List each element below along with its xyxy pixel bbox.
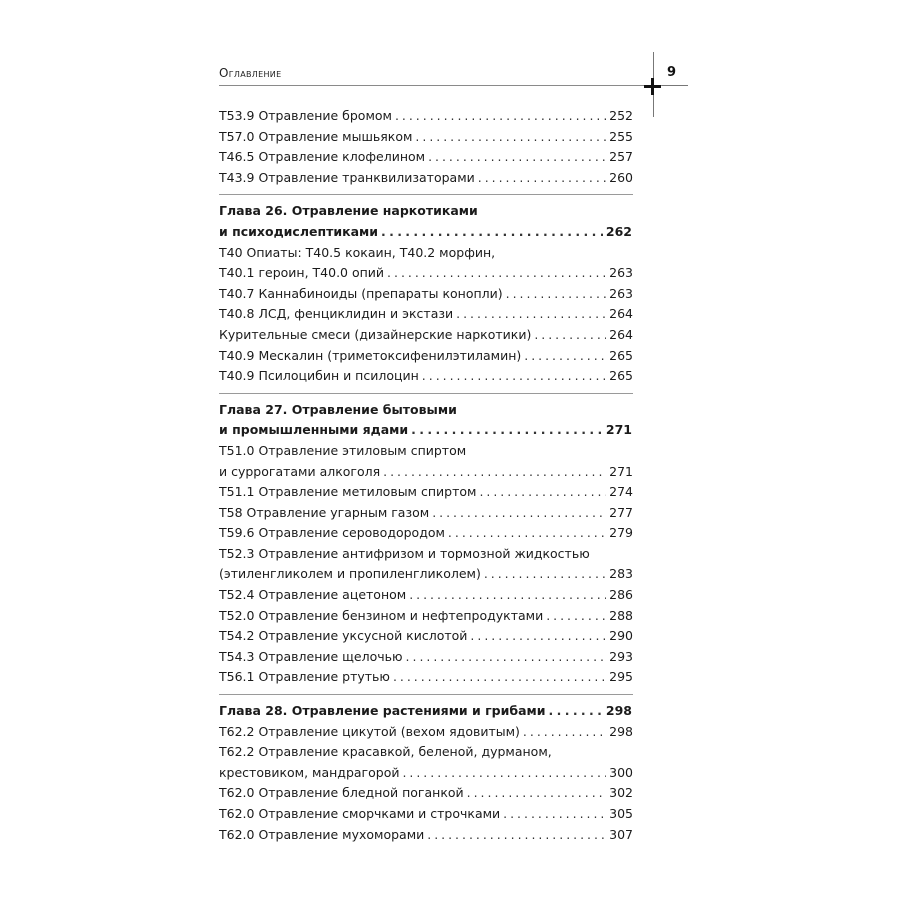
entry-page-number: 255 — [609, 128, 633, 144]
dot-leader — [428, 147, 606, 168]
entry-page-number: 298 — [609, 723, 633, 739]
entry-page-number: 263 — [609, 265, 633, 281]
toc-entry — [219, 742, 633, 763]
dot-leader — [406, 647, 607, 668]
toc-entry — [219, 106, 633, 127]
toc-entry — [219, 564, 633, 585]
entry-text: Глава 28. Отравление растениями и грибами — [219, 703, 546, 719]
chapter-title-line — [219, 400, 633, 421]
entry-text: T40.7 Каннабиноиды (препараты конопли) — [219, 285, 503, 301]
toc-entry — [219, 366, 633, 387]
dot-leader — [523, 722, 606, 743]
toc-entry — [219, 127, 633, 148]
entry-page-number: 300 — [609, 764, 633, 780]
toc-entry — [219, 667, 633, 688]
entry-text: T52.4 Отравление ацетоном — [219, 587, 407, 603]
toc-entry — [219, 585, 633, 606]
dot-leader — [467, 783, 606, 804]
dot-leader — [415, 127, 606, 148]
entry-text: T54.2 Отравление уксусной кислотой — [219, 628, 468, 644]
entry-page-number: 293 — [609, 648, 633, 664]
entry-text: T59.6 Отравление сероводородом — [219, 525, 445, 541]
entry-page-number: 260 — [609, 169, 633, 185]
dot-leader — [549, 701, 603, 722]
entry-text: T62.2 Отравление цикутой (вехом ядовитым) — [219, 723, 520, 739]
entry-page-number: 279 — [609, 525, 633, 541]
entry-text: T43.9 Отравление транквилизаторами — [219, 169, 475, 185]
crop-mark-horizontal — [662, 85, 688, 86]
toc-entry — [219, 346, 633, 367]
toc-entry — [219, 168, 633, 189]
entry-text: и психодислептиками — [219, 223, 378, 239]
toc-entry — [219, 606, 633, 627]
entry-page-number: 252 — [609, 108, 633, 123]
entry-text: T62.0 Отравление сморчками и строчками — [219, 806, 501, 821]
entry-text: T62.2 Отравление красавкой, беленой, дурманом, — [219, 744, 552, 760]
entry-page-number: 286 — [609, 587, 633, 603]
page-number: 9 — [667, 65, 677, 80]
toc-entry — [219, 482, 633, 503]
dot-leader — [546, 606, 606, 627]
dot-leader — [402, 763, 606, 784]
dot-leader — [393, 667, 606, 688]
entry-text: T57.0 Отравление мышьяком — [219, 128, 413, 144]
dot-leader — [395, 106, 606, 127]
toc-entry — [219, 825, 633, 846]
entry-text: T53.9 Отравление бромом — [219, 108, 392, 123]
entry-page-number: 288 — [609, 607, 633, 623]
toc-entry — [219, 503, 633, 524]
entry-page-number: 277 — [609, 504, 633, 520]
toc-entry — [219, 284, 633, 305]
toc-entry — [219, 647, 633, 668]
entry-text: T58 Отравление угарным газом — [219, 504, 430, 520]
dot-leader — [427, 825, 606, 846]
entry-page-number: 264 — [609, 306, 633, 322]
entry-text: T40.8 ЛСД, фенциклидин и экстази — [219, 306, 454, 322]
dot-leader — [448, 523, 606, 544]
toc-entry — [219, 462, 633, 483]
toc-entry — [219, 804, 633, 825]
toc-entry — [219, 304, 633, 325]
dot-leader — [456, 304, 606, 325]
toc-entry — [219, 626, 633, 647]
toc-entry — [219, 783, 633, 804]
entry-text: T52.3 Отравление антифризом и тормозной жидкостью — [219, 545, 590, 561]
toc-entry — [219, 441, 633, 462]
entry-text: T62.0 Отравление мухоморами — [219, 826, 425, 842]
dot-leader — [387, 263, 606, 284]
dot-leader — [383, 462, 606, 483]
entry-text: T40.9 Мескалин (триметоксифенилэтиламин) — [219, 347, 522, 363]
chapter-title-line — [219, 701, 633, 722]
toc-entry — [219, 243, 633, 264]
dot-leader — [432, 503, 606, 524]
entry-text: Глава 26. Отравление наркотиками — [219, 203, 478, 219]
entry-page-number: 262 — [605, 223, 632, 239]
entry-page-number: 263 — [609, 285, 633, 301]
chapter-heading — [219, 194, 633, 242]
entry-text: Глава 27. Отравление бытовыми — [219, 401, 457, 417]
entry-page-number: 290 — [609, 628, 633, 644]
entry-page-number: 265 — [609, 368, 633, 384]
entry-page-number: 298 — [605, 703, 632, 719]
entry-page-number: 305 — [609, 806, 633, 821]
dot-leader — [534, 325, 606, 346]
dot-leader — [411, 420, 603, 441]
toc-entry — [219, 722, 633, 743]
toc-entry — [219, 325, 633, 346]
dot-leader — [479, 482, 606, 503]
table-of-contents — [219, 106, 633, 845]
dot-leader — [470, 626, 606, 647]
chapter-heading — [219, 393, 633, 441]
dot-leader — [484, 564, 606, 585]
running-title: Оглавление — [219, 66, 282, 80]
toc-entry — [219, 263, 633, 284]
entry-page-number: 283 — [609, 566, 633, 582]
entry-text: крестовиком, мандрагорой — [219, 764, 400, 780]
entry-text: T56.1 Отравление ртутью — [219, 669, 390, 685]
entry-text: T54.3 Отравление щелочью — [219, 648, 403, 664]
entry-text: T51.1 Отравление метиловым спиртом — [219, 484, 477, 500]
entry-text: T40.9 Псилоцибин и псилоцин — [219, 368, 419, 384]
entry-text: T40.1 героин, T40.0 опий — [219, 265, 385, 281]
entry-page-number: 271 — [609, 463, 633, 479]
entry-text: T40 Опиаты: T40.5 кокаин, T40.2 морфин, — [219, 244, 496, 260]
entry-page-number: 257 — [609, 149, 633, 165]
dot-leader — [478, 168, 606, 189]
chapter-title-line — [219, 222, 633, 243]
toc-entry — [219, 147, 633, 168]
toc-entry — [219, 763, 633, 784]
chapter-title-line — [219, 201, 633, 222]
registration-cross-icon — [644, 78, 661, 95]
entry-text: и суррогатами алкоголя — [219, 463, 381, 479]
entry-text: и промышленными ядами — [219, 422, 409, 438]
dot-leader — [422, 366, 606, 387]
entry-page-number: 264 — [609, 326, 633, 342]
entry-text: (этиленгликолем и пропиленгликолем) — [219, 566, 481, 582]
entry-page-number: 274 — [609, 484, 633, 500]
entry-text: Курительные смеси (дизайнерские наркотики) — [219, 326, 532, 342]
chapter-title-line — [219, 420, 633, 441]
dot-leader — [409, 585, 606, 606]
dot-leader — [524, 346, 606, 367]
toc-entry — [219, 523, 633, 544]
entry-page-number: 265 — [609, 347, 633, 363]
header-rule — [219, 85, 674, 86]
entry-page-number: 307 — [609, 826, 633, 842]
dot-leader — [503, 804, 606, 825]
entry-page-number: 271 — [605, 422, 632, 438]
dot-leader — [381, 222, 603, 243]
entry-page-number: 302 — [609, 785, 633, 801]
entry-text: T51.0 Отравление этиловым спиртом — [219, 442, 467, 458]
toc-entry — [219, 544, 633, 565]
entry-text: T46.5 Отравление клофелином — [219, 149, 426, 165]
entry-page-number: 295 — [609, 669, 633, 685]
chapter-heading — [219, 694, 633, 722]
entry-text: T52.0 Отравление бензином и нефтепродуктами — [219, 607, 544, 623]
dot-leader — [506, 284, 606, 305]
entry-text: T62.0 Отравление бледной поганкой — [219, 785, 464, 801]
